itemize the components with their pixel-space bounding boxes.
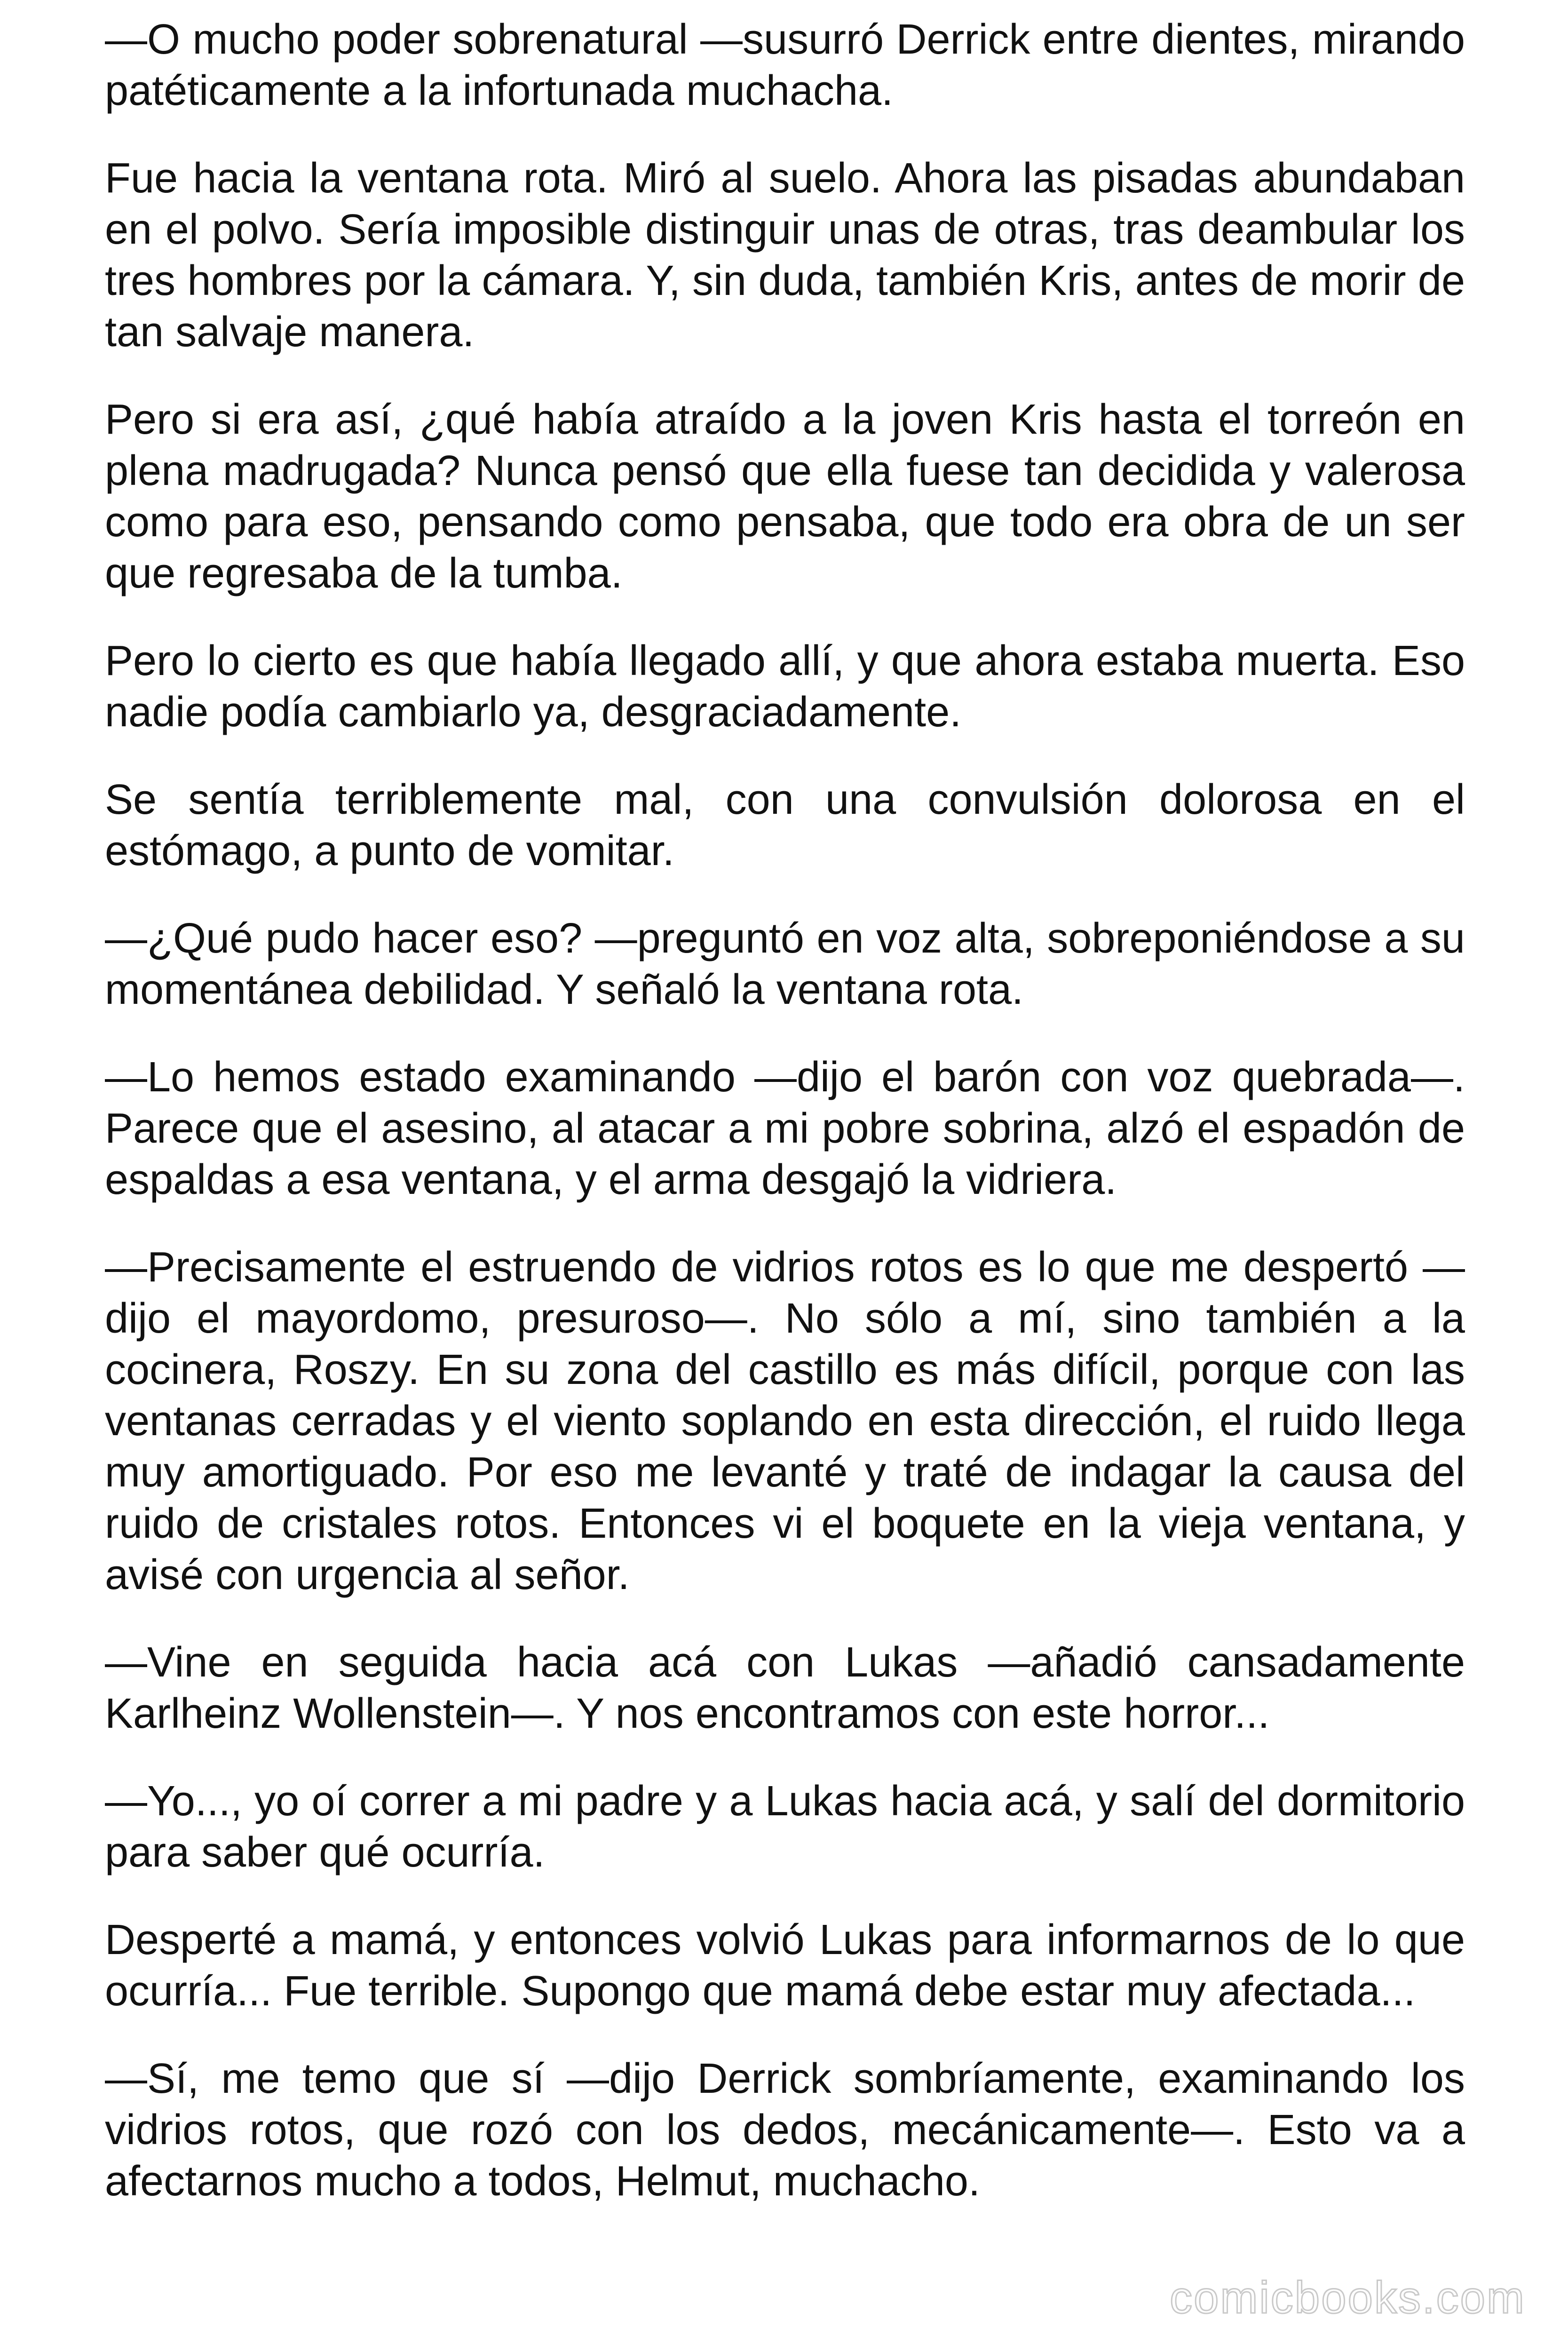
paragraph-4: Pero lo cierto es que había llegado allí, y que ahora estaba muerta. Eso nadie podía cambiarlo ya, desgraciadamente. [105, 637, 1465, 736]
paragraph-6: —¿Qué pudo hacer eso? —preguntó en voz alta, sobreponiéndose a su momentánea debilidad. Y señaló la ventana rota. [105, 915, 1465, 1013]
paragraph-5: Se sentía terriblemente mal, con una convulsión dolorosa en el estómago, a punto de vomitar. [105, 776, 1465, 874]
document-page [105, 14, 1465, 2243]
paragraph-2: Fue hacia la ventana rota. Miró al suelo. Ahora las pisadas abundaban en el polvo. Sería imposible distinguir unas de otras, tras deambular los tres hombres por la cámara. Y, sin duda, también Kris, antes de morir de tan salvaje manera. [105, 155, 1465, 356]
paragraph-11: Desperté a mamá, y entonces volvió Lukas para informarnos de lo que ocurría... Fue terrible. Supongo que mamá debe estar muy afectada... [105, 1916, 1465, 2015]
paragraph-12: —Sí, me temo que sí —dijo Derrick sombríamente, examinando los vidrios rotos, que rozó con los dedos, mecánicamente—. Esto va a afectarnos mucho a todos, Helmut, muchacho. [105, 2055, 1465, 2205]
paragraph-1: —O mucho poder sobrenatural —susurró Derrick entre dientes, mirando patéticamente a la infortunada muchacha. [105, 16, 1465, 114]
paragraph-8: —Precisamente el estruendo de vidrios rotos es lo que me despertó —dijo el mayordomo, presuroso—. No sólo a mí, sino también a la cocinera, Roszy. En su zona del castillo es más difícil, porque con las ventanas cerradas y el viento soplando en esta dirección, el ruido llega muy amortiguado. Por eso me levanté y traté de indagar la causa del ruido de cristales rotos. Entonces vi el boquete en la vieja ventana, y avisé con urgencia al señor. [105, 1244, 1465, 1598]
paragraph-10: —Yo..., yo oí correr a mi padre y a Lukas hacia acá, y salí del dormitorio para saber qué ocurría. [105, 1778, 1465, 1876]
watermark-logo: comicbooks.com [1170, 2273, 1526, 2323]
paragraph-9: —Vine en seguida hacia acá con Lukas —añadió cansadamente Karlheinz Wollenstein—. Y nos encontramos con este horror... [105, 1639, 1465, 1737]
paragraph-7: —Lo hemos estado examinando —dijo el barón con voz quebrada—. Parece que el asesino, al atacar a mi pobre sobrina, alzó el espadón de espaldas a esa ventana, y el arma desgajó la vidriera. [105, 1054, 1465, 1203]
paragraph-3: Pero si era así, ¿qué había atraído a la joven Kris hasta el torreón en plena madrugada? Nunca pensó que ella fuese tan decidida y valerosa como para eso, pensando como pensaba, que todo era obra de un ser que regresaba de la tumba. [105, 396, 1465, 597]
